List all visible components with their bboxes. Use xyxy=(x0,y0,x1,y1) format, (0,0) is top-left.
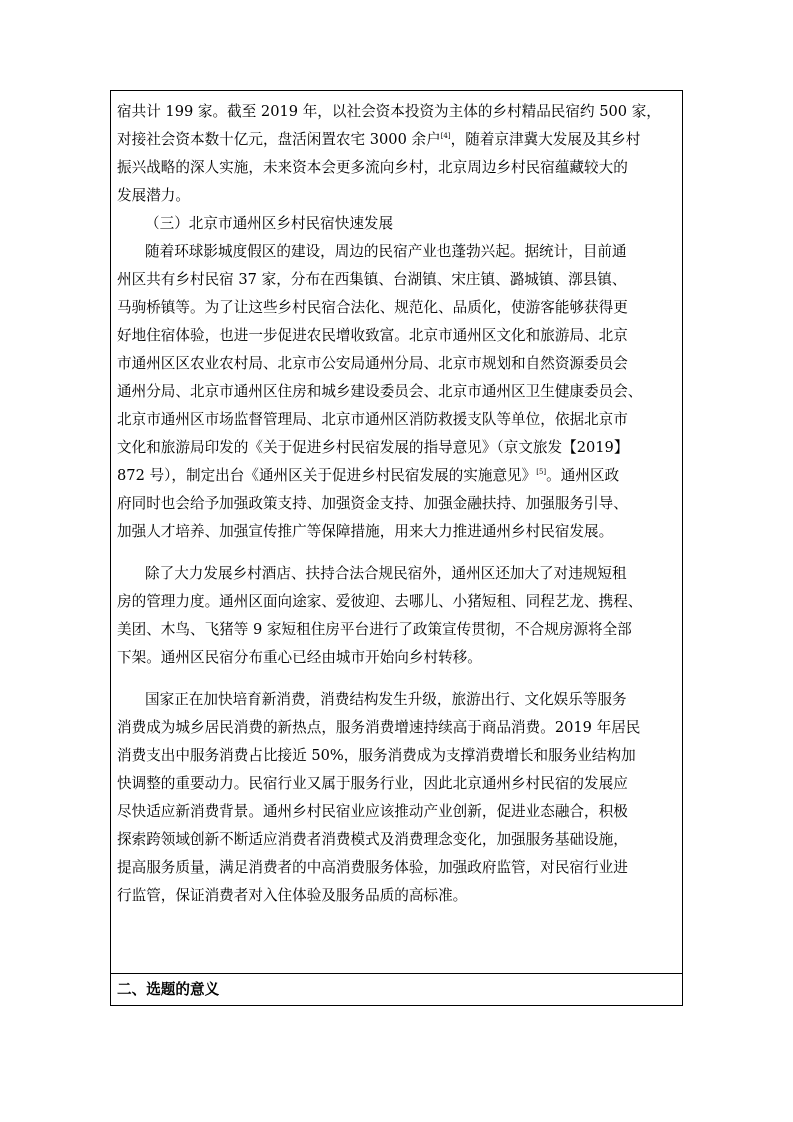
text-line: 除了大力发展乡村酒店、扶持合法合规民宿外，通州区还加大了对违规短租 xyxy=(145,565,627,582)
text-line xyxy=(117,462,619,490)
text-line xyxy=(117,126,640,154)
text-line: 北京市通州区市场监督管理局、北京市通州区消防救援支队等单位，依据北京市 xyxy=(117,411,628,428)
text-line: 美团、木鸟、飞猪等 9 家短租住房平台进行了政策宣传贯彻，不合规房源将全部 xyxy=(117,621,632,638)
text-line: 随着环球影城度假区的建设，周边的民宿产业也蓬勃兴起。据统计，目前通 xyxy=(145,243,627,260)
text-line: 探索跨领域创新不断适应消费者消费模式及消费理念变化，加强服务基础设施， xyxy=(117,831,628,848)
text-line: 马驹桥镇等。为了让这些乡村民宿合法化、规范化、品质化，使游客能够获得更 xyxy=(117,299,628,316)
text-line: 消费支出中服务消费占比接近 50%，服务消费成为支撑消费增长和服务业结构加 xyxy=(117,747,636,764)
text-line: 府同时也会给予加强政策支持、加强资金支持、加强金融扶持、加强服务引导、 xyxy=(117,495,628,512)
text-span: ，随着京津冀大发展及其乡村 xyxy=(450,131,641,148)
text-line: 市通州区区农业农村局、北京市公安局通州分局、北京市规划和自然资源委员会 xyxy=(117,355,628,372)
text-line: 行监管，保证消费者对入住体验及服务品质的高标准。 xyxy=(117,887,468,904)
text-line: 下架。通州区民宿分布重心已经由城市开始向乡村转移。 xyxy=(117,649,482,666)
text-line: 振兴战略的深人实施，未来资本会更多流向乡村，北京周边乡村民宿蕴藏较大的 xyxy=(117,159,628,176)
text-line: 宿共计 199 家。截至 2019 年，以社会资本投资为主体的乡村精品民宿约 500 家， xyxy=(117,103,661,120)
text-span: 。通州区政 xyxy=(546,467,620,484)
text-line: 提高服务质量，满足消费者的中高消费服务体验，加强政府监管，对民宿行业进 xyxy=(117,859,628,876)
text-line: 尽快适应新消费背景。通州乡村民宿业应该推动产业创新，促进业态融合，积极 xyxy=(117,803,628,820)
text-line: 通州分局、北京市通州区住房和城乡建设委员会、北京市通州区卫生健康委员会、 xyxy=(117,383,643,400)
citation-4[interactable]: [4] xyxy=(440,132,451,141)
text-line: 好地住宿体验，也进一步促进农民增收致富。北京市通州区文化和旅游局、北京 xyxy=(117,327,628,344)
text-line: 加强人才培养、加强宣传推广等保障措施，用来大力推进通州乡村民宿发展。 xyxy=(117,523,614,540)
section-heading: 二、选题的意义 xyxy=(117,981,220,998)
text-line: 发展潜力。 xyxy=(117,187,190,204)
text-line: 州区共有乡村民宿 37 家，分布在西集镇、台湖镇、宋庄镇、潞城镇、漷县镇、 xyxy=(117,271,627,288)
citation-5[interactable]: [5] xyxy=(536,468,547,477)
text-line: 房的管理力度。通州区面向途家、爱彼迎、去哪儿、小猪短租、同程艺龙、携程、 xyxy=(117,593,643,610)
text-line: 快调整的重要动力。民宿行业又属于服务行业，因此北京通州乡村民宿的发展应 xyxy=(117,775,628,792)
text-line: 消费成为城乡居民消费的新热点，服务消费增速持续高于商品消费。2019 年居民 xyxy=(117,719,641,736)
subsection-heading: （三）北京市通州区乡村民宿快速发展 xyxy=(145,215,394,232)
text-line: 文化和旅游局印发的《关于促进乡村民宿发展的指导意见》（京文旅发【2019】 xyxy=(117,439,629,456)
text-line: 国家正在加快培育新消费，消费结构发生升级，旅游出行、文化娱乐等服务 xyxy=(145,691,627,708)
text-span: 对接社会资本数十亿元，盘活闲置农宅 3000 余户 xyxy=(117,131,441,148)
table-divider xyxy=(110,973,683,974)
text-span: 872 号），制定出台《通州区关于促进乡村民宿发展的实施意见》 xyxy=(117,467,537,484)
